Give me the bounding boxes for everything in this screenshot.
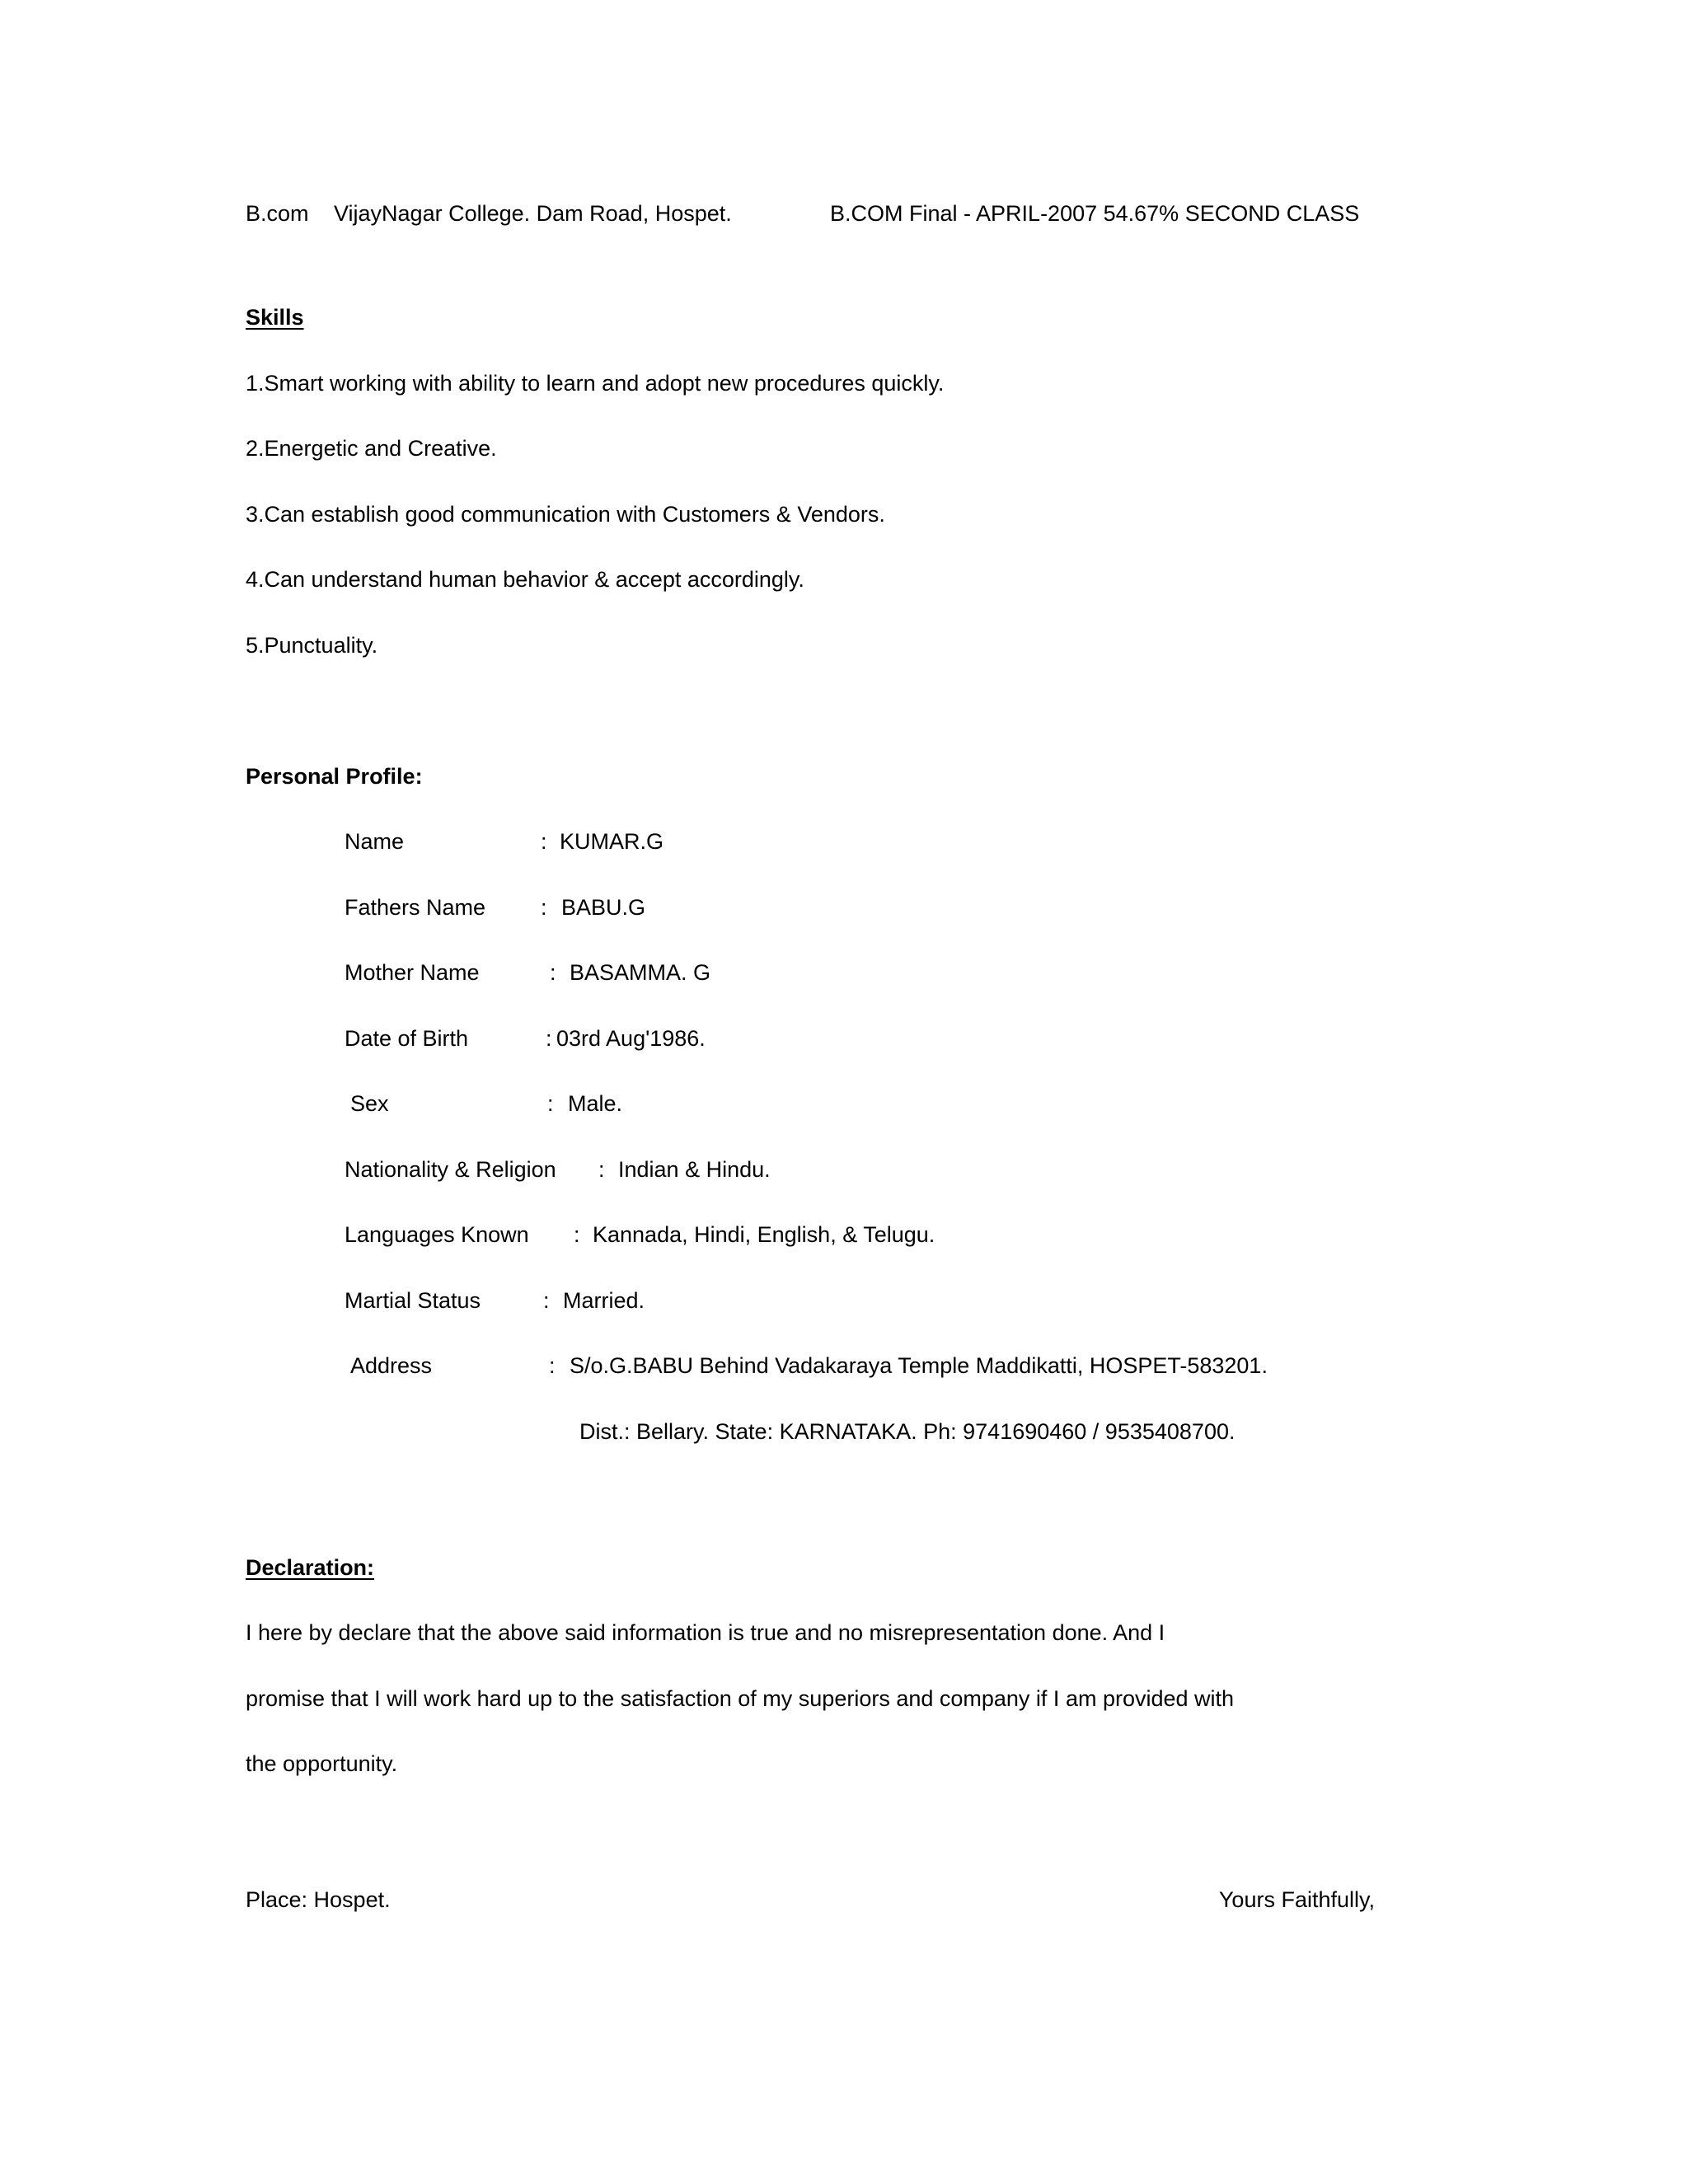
profile-label: Fathers Name: [345, 895, 486, 920]
profile-heading: Personal Profile:: [246, 764, 423, 789]
profile-label: Martial Status: [345, 1288, 481, 1313]
profile-value: Male.: [568, 1091, 623, 1116]
profile-colon: :: [543, 1288, 550, 1313]
profile-label: Date of Birth: [345, 1026, 469, 1051]
profile-label: Nationality & Religion: [345, 1157, 556, 1182]
declaration-line: I here by declare that the above said information is true and no misrepresentation done. And I: [246, 1620, 1165, 1645]
degree: B.com: [246, 201, 309, 226]
skill-item: 1.Smart working with ability to learn and adopt new procedures quickly.: [246, 371, 945, 396]
profile-value: BABU.G: [561, 895, 646, 920]
skill-item: 2.Energetic and Creative.: [246, 436, 497, 461]
skill-item: 5.Punctuality.: [246, 633, 378, 658]
education-result: B.COM Final - APRIL-2007 54.67% SECOND CLASS: [830, 201, 1360, 226]
profile-value: Indian & Hindu.: [618, 1157, 771, 1182]
profile-label: Mother Name: [345, 960, 480, 985]
profile-label: Languages Known: [345, 1222, 529, 1247]
declaration-line: the opportunity.: [246, 1751, 398, 1776]
profile-colon: :: [574, 1222, 580, 1247]
profile-label: Name: [345, 829, 405, 854]
closing: Yours Faithfully,: [1218, 1887, 1375, 1912]
profile-value: BASAMMA. G: [570, 960, 711, 985]
profile-colon: :: [547, 1091, 554, 1116]
declaration-line: promise that I will work hard up to the satisfaction of my superiors and company if I am provided with: [246, 1686, 1235, 1711]
profile-value: KUMAR.G: [560, 829, 664, 854]
profile-colon: :: [598, 1157, 605, 1182]
profile-value: 03rd Aug'1986.: [556, 1026, 706, 1051]
skill-item: 3.Can establish good communication with Customers & Vendors.: [246, 502, 885, 527]
profile-colon: :: [541, 829, 547, 854]
declaration-heading: Declaration:: [246, 1555, 375, 1580]
profile-value: Married.: [563, 1288, 645, 1313]
profile-colon: :: [549, 1353, 556, 1378]
college: VijayNagar College. Dam Road, Hospet.: [334, 201, 732, 226]
address-line-2: Dist.: Bellary. State: KARNATAKA. Ph: 9741690460 / 9535408700.: [579, 1419, 1236, 1444]
place: Place: Hospet.: [246, 1887, 391, 1912]
profile-label: Address: [350, 1353, 433, 1378]
profile-colon: :: [541, 895, 547, 920]
profile-value: S/o.G.BABU Behind Vadakaraya Temple Maddikatti, HOSPET-583201.: [570, 1353, 1268, 1378]
profile-value: Kannada, Hindi, English, & Telugu.: [593, 1222, 935, 1247]
profile-colon: :: [550, 960, 556, 985]
skill-item: 4.Can understand human behavior & accept accordingly.: [246, 567, 804, 592]
profile-colon: :: [546, 1026, 552, 1051]
profile-label: Sex: [350, 1091, 389, 1116]
skills-heading: Skills: [246, 305, 304, 330]
